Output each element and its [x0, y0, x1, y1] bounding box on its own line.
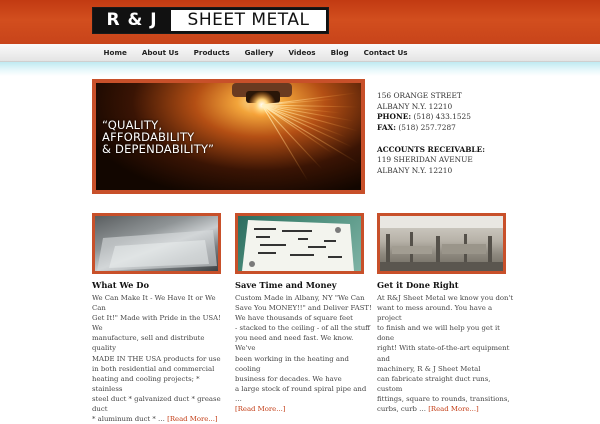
- contact-info: 156 ORANGE STREET ALBANY N.Y. 12210 PHONE: (518) 433.1525 FAX: (518) 257.7287 ACCOUNTS RECEIVABLE: 119 SHERIDAN AVENUE ALBANY N.Y. 12210: [377, 91, 577, 177]
- fax-line: FAX: (518) 257.7287: [377, 123, 456, 133]
- nav-item-home[interactable]: Home: [103, 48, 127, 57]
- logo-name: SHEET METAL: [171, 10, 326, 31]
- phone-line: PHONE: (518) 433.1525: [377, 112, 471, 122]
- feature-get-it-done-right: [377, 213, 514, 414]
- feature-image-frame: [235, 213, 364, 274]
- hero-image: [96, 83, 361, 190]
- sheet-metal-image[interactable]: [95, 216, 218, 271]
- read-more-link[interactable]: [Read More...]: [235, 405, 286, 414]
- read-more-link[interactable]: [Read More...]: [167, 415, 218, 424]
- blueprint-image[interactable]: [238, 216, 361, 271]
- logo-initials: R & J: [93, 8, 171, 33]
- feature-what-we-do: [92, 213, 221, 424]
- feature-title: Get it Done Right: [377, 280, 459, 290]
- main-nav: [0, 44, 600, 62]
- workshop-image[interactable]: [380, 216, 503, 271]
- nav-item-contact-us[interactable]: Contact Us: [363, 48, 408, 57]
- nav-item-blog[interactable]: Blog: [330, 48, 349, 57]
- feature-description: We Can Make It - We Have It or We Can Get It!" Made with Pride in the USA! We manufacture, sell and distribute quality MADE IN THE USA products for use in both residential and commercial heating and cooling projects; * stainless steel duct * galvanized duct * grease duct * aluminum duct * … [Read More...]: [92, 294, 221, 424]
- feature-description: At R&J Sheet Metal we know you don't want to mess around. You have a project to finish and we will help you get it done right! With state-of-the-art equipment and machinery, R & J Sheet Metal can fabricate straight duct runs, custom fittings, square to rounds, transitions, curbs, curb … [Read More...]: [377, 294, 514, 414]
- feature-image-frame: [377, 213, 506, 274]
- nav-item-about-us[interactable]: About Us: [141, 48, 179, 57]
- feature-image-frame: [92, 213, 221, 274]
- nav-item-gallery[interactable]: Gallery: [244, 48, 274, 57]
- feature-title: Save Time and Money: [235, 280, 337, 290]
- site-logo[interactable]: [92, 7, 329, 34]
- read-more-link[interactable]: [Read More...]: [428, 405, 479, 414]
- decorative-band: [0, 62, 600, 76]
- site-header: [0, 0, 600, 44]
- feature-description: Custom Made in Albany, NY "We Can Save You MONEY!!" and Deliver FAST! We have thousands of square feet - stacked to the ceiling - of all the stuff you need and need fast. We know. We've been working in the heating and cooling business for decades. We have a large stock of round spiral pipe and … [Read More...]: [235, 294, 372, 414]
- nav-item-videos[interactable]: Videos: [288, 48, 316, 57]
- hero-tagline: “QUALITY, AFFORDABILITY & DEPENDABILITY”: [102, 118, 215, 156]
- accounts-receivable-label: ACCOUNTS RECEIVABLE:: [377, 144, 485, 154]
- nav-item-products[interactable]: Products: [193, 48, 230, 57]
- hero-banner: [92, 79, 365, 194]
- feature-save-time-and-money: [235, 213, 372, 414]
- feature-title: What We Do: [92, 280, 149, 290]
